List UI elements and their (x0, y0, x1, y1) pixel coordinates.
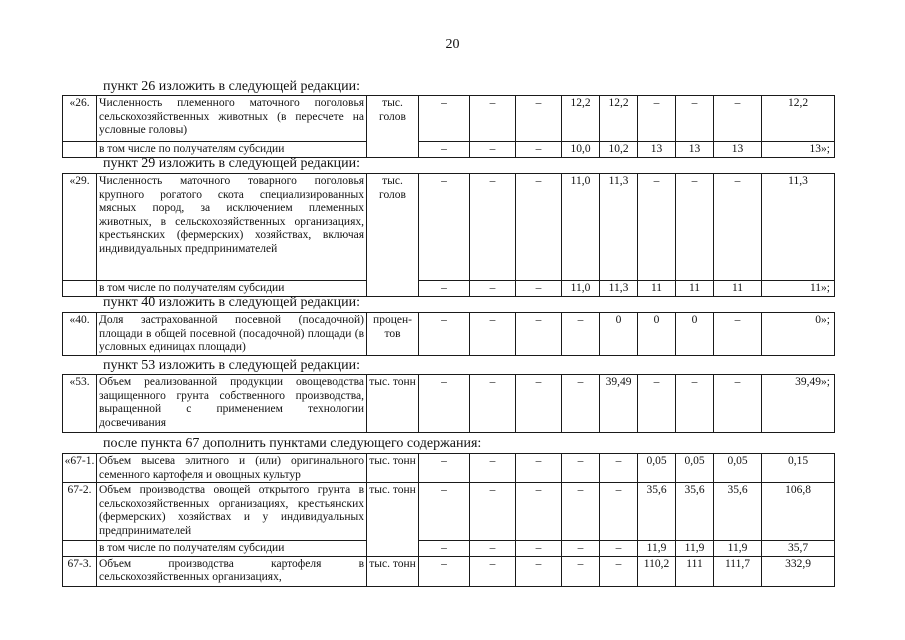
value-cell: – (562, 375, 600, 433)
value-cell: – (638, 375, 676, 433)
table-item-26 (62, 95, 835, 158)
value-cell: – (419, 96, 470, 142)
section-heading-67: после пункта 67 дополнить пунктами следующего содержания: (103, 436, 482, 451)
value-cell: – (516, 541, 562, 557)
value-cell: – (470, 313, 516, 356)
row-description: Доля застрахованной посевной (посадочной) площади в общей посевной (посадочной) площади (в условных единицах площади) (97, 313, 367, 356)
value-cell: – (600, 541, 638, 557)
value-cell: – (562, 454, 600, 483)
section-heading-29: пункт 29 изложить в следующей редакции: (103, 156, 360, 171)
value-cell: 11,9 (638, 541, 676, 557)
value-cell: 11,3 (762, 174, 835, 281)
value-cell: – (516, 483, 562, 541)
value-cell: 39,49 (600, 375, 638, 433)
value-cell: 10,0 (562, 142, 600, 158)
value-cell: – (470, 556, 516, 586)
value-cell: 0 (676, 313, 714, 356)
value-cell: – (419, 281, 470, 297)
row-description: в том числе по получателям субсидии (97, 541, 367, 557)
value-cell: 35,6 (714, 483, 762, 541)
value-cell: – (516, 174, 562, 281)
value-cell: 111 (676, 556, 714, 586)
value-cell: 13 (714, 142, 762, 158)
value-cell: – (516, 281, 562, 297)
value-cell: – (419, 142, 470, 158)
value-cell: 11,9 (714, 541, 762, 557)
value-cell: 0,05 (714, 454, 762, 483)
value-cell: – (470, 281, 516, 297)
row-description: Объем производства картофеля в сельскохозяйственных организациях, (97, 556, 367, 586)
section-heading-40: пункт 40 изложить в следующей редакции: (103, 295, 360, 310)
value-cell: 0,15 (762, 454, 835, 483)
value-cell: – (714, 375, 762, 433)
row-description: Объем производства овощей открытого грунта в сельскохозяйственных организациях, крестьянских (фермерских) хозяйствах и у индивидуальных предпринимателей (97, 483, 367, 541)
row-number: «29. (63, 174, 97, 281)
row-unit: тыс. тонн (367, 483, 419, 541)
table-row (63, 174, 835, 281)
value-cell: – (714, 174, 762, 281)
row-description: Численность маточного товарного поголовья крупного рогатого скота специализированных мясных пород, за исключением племенных животных, в сельскохозяйственных организациях, крестьянских (фермерских) хозяйствах, включая индивидуальных предпринимателей (97, 174, 367, 281)
value-cell: – (419, 454, 470, 483)
value-cell: 11,0 (562, 281, 600, 297)
value-cell: – (419, 174, 470, 281)
value-cell: – (470, 96, 516, 142)
value-cell: – (638, 96, 676, 142)
table-item-53 (62, 374, 835, 433)
value-cell: 35,6 (638, 483, 676, 541)
value-cell: – (600, 483, 638, 541)
row-number (63, 281, 97, 297)
table-row (63, 281, 835, 297)
value-cell: – (714, 96, 762, 142)
value-cell: – (562, 541, 600, 557)
row-number: «26. (63, 96, 97, 142)
value-cell: 39,49»; (762, 375, 835, 433)
value-cell: 12,2 (600, 96, 638, 142)
row-unit (367, 142, 419, 158)
value-cell: – (562, 556, 600, 586)
value-cell: 0,05 (638, 454, 676, 483)
row-description: в том числе по получателям субсидии (97, 281, 367, 297)
value-cell: 11,3 (600, 281, 638, 297)
value-cell: – (419, 375, 470, 433)
value-cell: 35,6 (676, 483, 714, 541)
value-cell: 106,8 (762, 483, 835, 541)
value-cell: – (419, 556, 470, 586)
row-description: Численность племенного маточного поголовья сельскохозяйственных животных (в пересчете на условные головы) (97, 96, 367, 142)
value-cell: 35,7 (762, 541, 835, 557)
row-unit: процен- тов (367, 313, 419, 356)
value-cell: 13»; (762, 142, 835, 158)
value-cell: – (516, 313, 562, 356)
value-cell: – (470, 454, 516, 483)
table-item-67 (62, 453, 835, 587)
value-cell: 0»; (762, 313, 835, 356)
value-cell: 11,0 (562, 174, 600, 281)
value-cell: 0,05 (676, 454, 714, 483)
value-cell: 13 (676, 142, 714, 158)
value-cell: – (676, 174, 714, 281)
row-unit (367, 281, 419, 297)
table-item-40 (62, 312, 835, 356)
value-cell: – (600, 454, 638, 483)
value-cell: 11,9 (676, 541, 714, 557)
row-description: в том числе по получателям субсидии (97, 142, 367, 158)
table-row (63, 483, 835, 541)
value-cell: 12,2 (762, 96, 835, 142)
table-item-29 (62, 173, 835, 297)
row-unit: тыс. тонн (367, 375, 419, 433)
value-cell: 111,7 (714, 556, 762, 586)
value-cell: 0 (600, 313, 638, 356)
value-cell: – (638, 174, 676, 281)
value-cell: – (419, 313, 470, 356)
row-number: 67-2. (63, 483, 97, 541)
value-cell: – (516, 556, 562, 586)
value-cell: 11»; (762, 281, 835, 297)
value-cell: – (470, 375, 516, 433)
value-cell: – (419, 483, 470, 541)
value-cell: – (600, 556, 638, 586)
value-cell: – (516, 96, 562, 142)
row-unit (367, 541, 419, 557)
table-row (63, 142, 835, 158)
row-description: Объем высева элитного и (или) оригинального семенного картофеля и овощных культур (97, 454, 367, 483)
table-row (63, 556, 835, 586)
value-cell: – (562, 483, 600, 541)
value-cell: – (470, 142, 516, 158)
value-cell: 12,2 (562, 96, 600, 142)
section-heading-53: пункт 53 изложить в следующей редакции: (103, 358, 360, 373)
table-row (63, 96, 835, 142)
row-unit: тыс. голов (367, 174, 419, 281)
row-number: «67-1. (63, 454, 97, 483)
section-heading-26: пункт 26 изложить в следующей редакции: (103, 79, 360, 94)
row-unit: тыс. тонн (367, 556, 419, 586)
row-unit: тыс. голов (367, 96, 419, 142)
value-cell: 0 (638, 313, 676, 356)
row-description: Объем реализованной продукции овощеводства защищенного грунта собственного производства, выращенной с применением технологии досвечивания (97, 375, 367, 433)
value-cell: – (676, 375, 714, 433)
row-number: «53. (63, 375, 97, 433)
value-cell: – (470, 541, 516, 557)
value-cell: – (714, 313, 762, 356)
value-cell: 11 (638, 281, 676, 297)
table-row (63, 375, 835, 433)
table-row (63, 454, 835, 483)
value-cell: 11 (676, 281, 714, 297)
row-number: 67-3. (63, 556, 97, 586)
row-number (63, 541, 97, 557)
value-cell: 11,3 (600, 174, 638, 281)
value-cell: 110,2 (638, 556, 676, 586)
value-cell: – (419, 541, 470, 557)
value-cell: – (562, 313, 600, 356)
page-number: 20 (445, 37, 460, 52)
value-cell: – (516, 142, 562, 158)
row-unit: тыс. тонн (367, 454, 419, 483)
table-row (63, 313, 835, 356)
table-row (63, 541, 835, 557)
value-cell: – (516, 454, 562, 483)
value-cell: 10,2 (600, 142, 638, 158)
value-cell: 13 (638, 142, 676, 158)
value-cell: 332,9 (762, 556, 835, 586)
row-number (63, 142, 97, 158)
value-cell: – (470, 483, 516, 541)
value-cell: – (470, 174, 516, 281)
value-cell: – (676, 96, 714, 142)
row-number: «40. (63, 313, 97, 356)
value-cell: 11 (714, 281, 762, 297)
value-cell: – (516, 375, 562, 433)
